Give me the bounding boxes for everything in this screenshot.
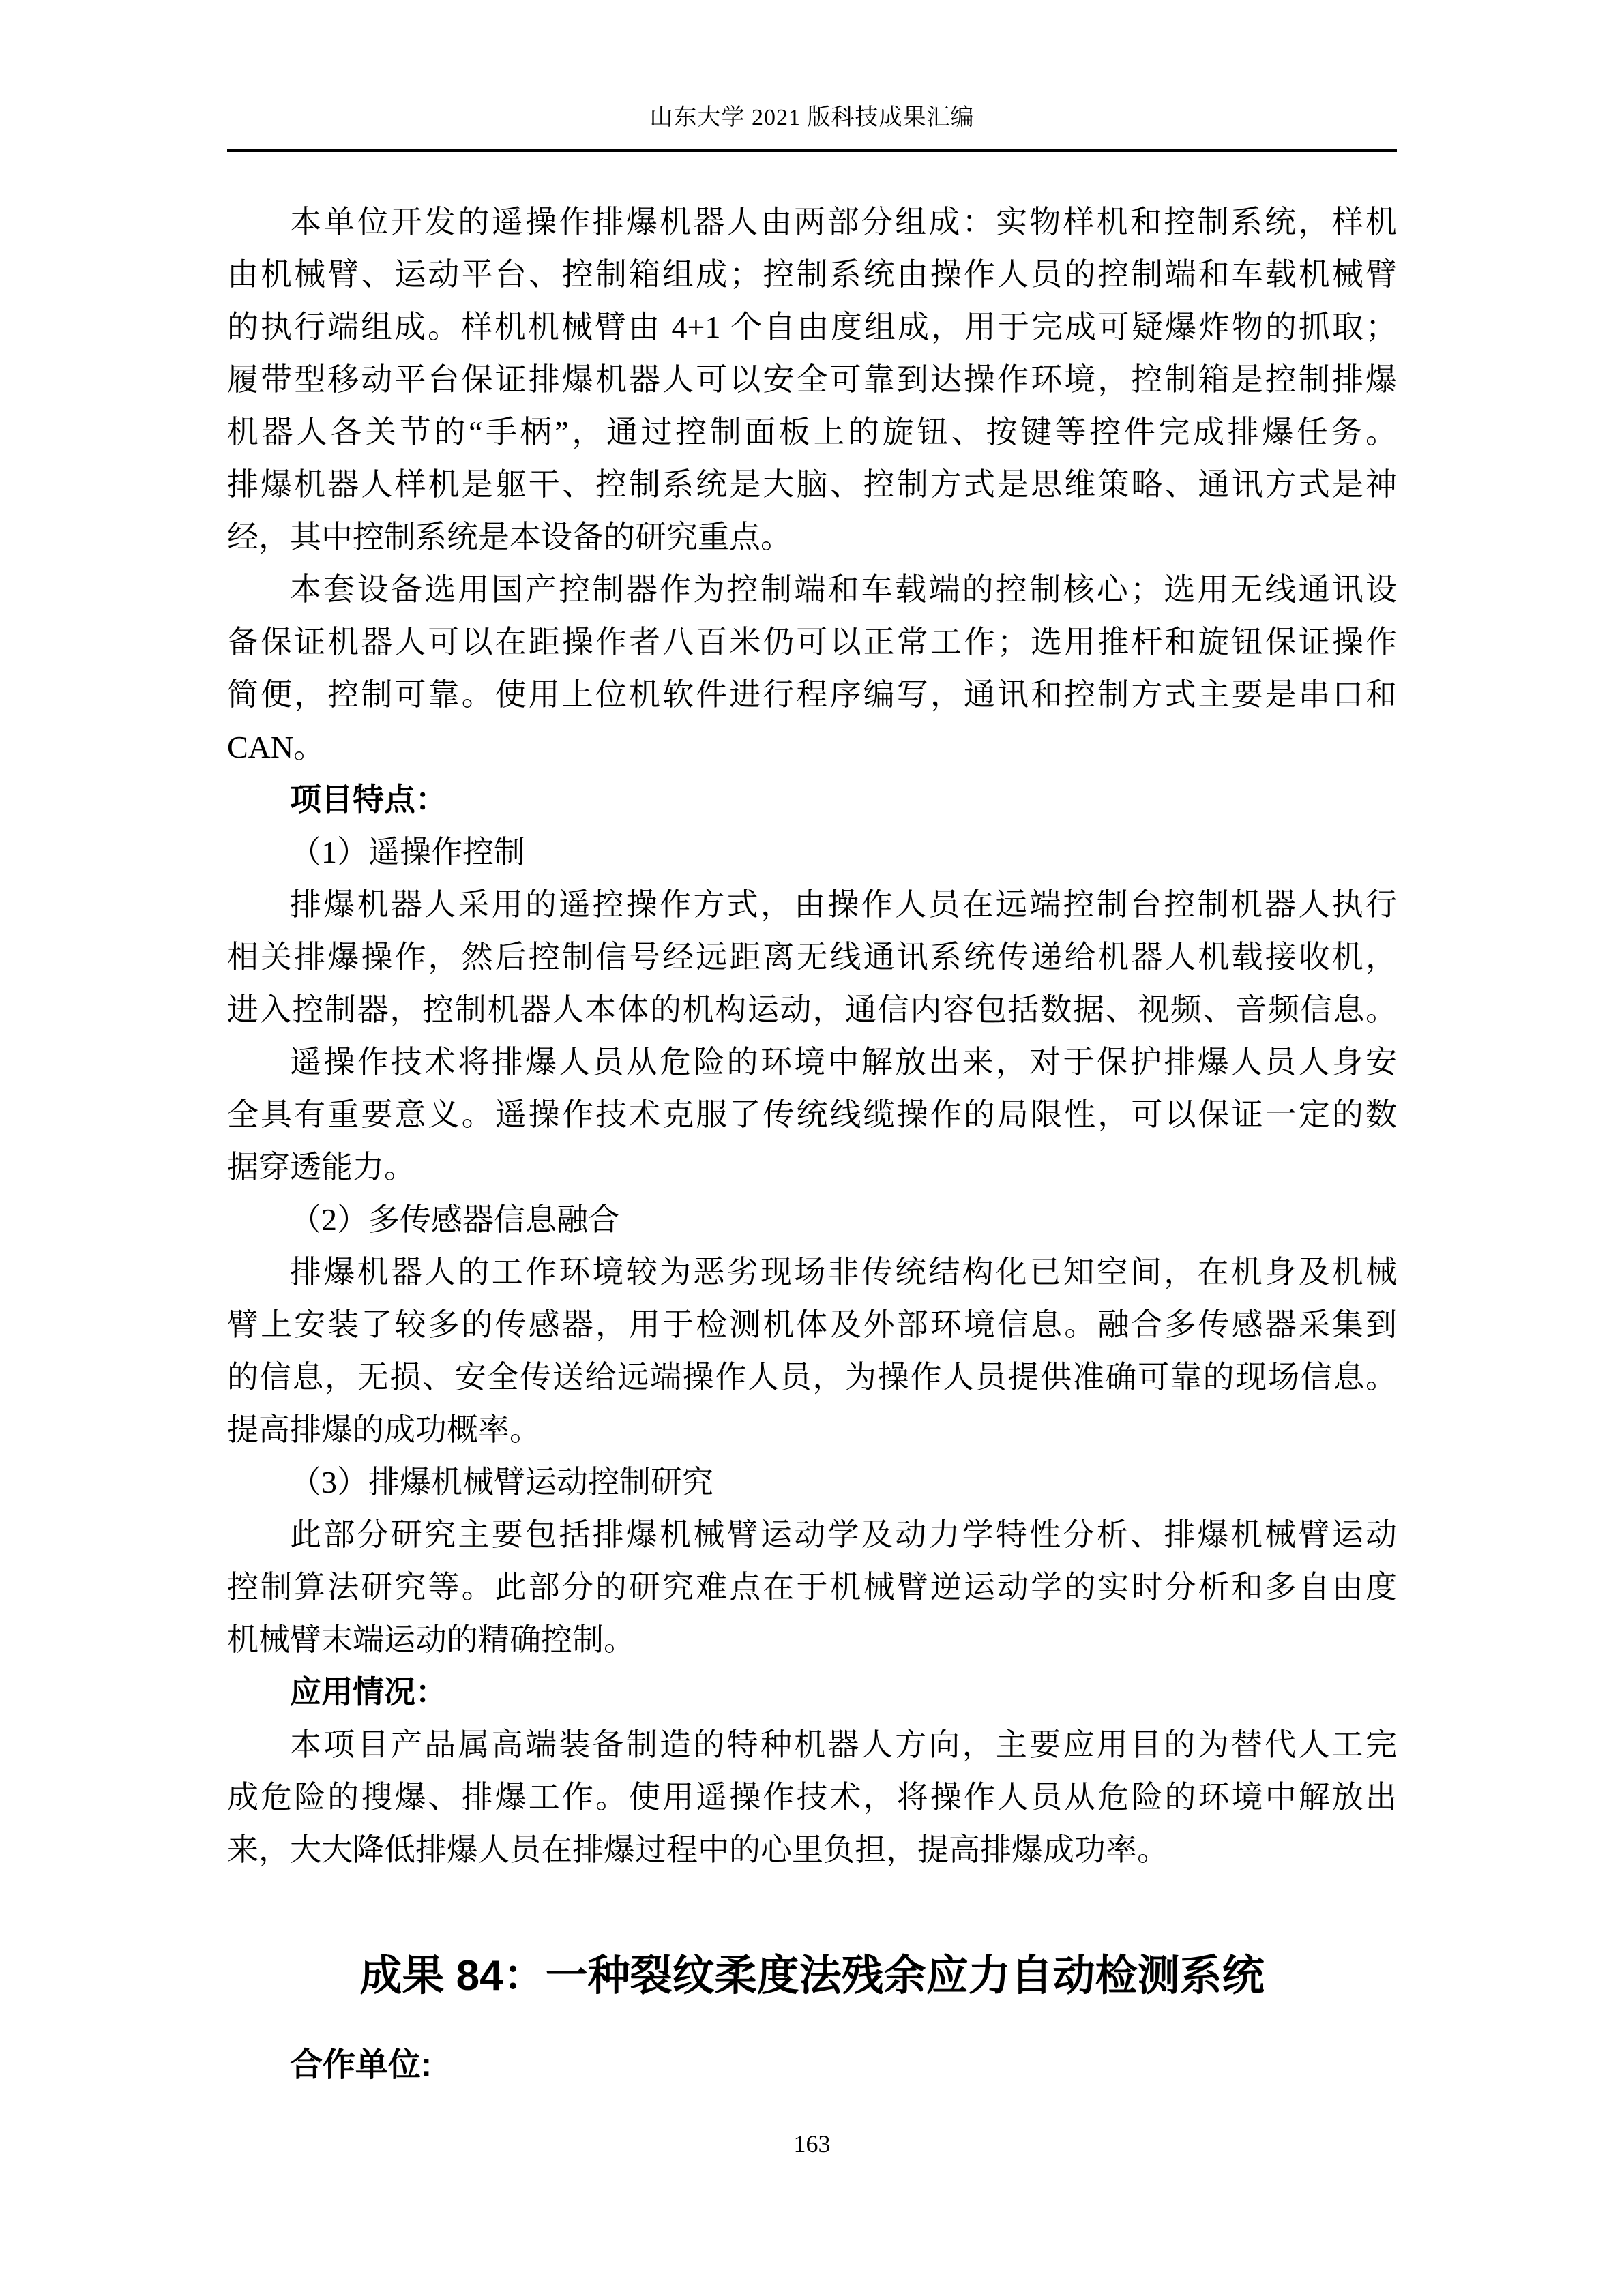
body-text-line: 提高排爆的成功概率。: [227, 1412, 541, 1447]
body-text-line: 履带型移动平台保证排爆机器人可以安全可靠到达操作环境，控制箱是控制排爆: [227, 362, 1397, 397]
cooperation-unit-label: 合作单位:: [290, 2047, 432, 2083]
body-text-line: 的执行端组成。样机机械臂由 4+1 个自由度组成，用于完成可疑爆炸物的抓取；: [227, 310, 1397, 344]
body-text-line: 控制算法研究等。此部分的研究难点在于机械臂逆运动学的实时分析和多自由度: [227, 1570, 1397, 1605]
body-text-line: 成危险的搜爆、排爆工作。使用遥操作技术，将操作人员从危险的环境中解放出: [227, 1780, 1397, 1815]
body-text-line: 的信息，无损、安全传送给远端操作人员，为操作人员提供准确可靠的现场信息。: [227, 1360, 1397, 1395]
body-text-line: 排爆机器人样机是躯干、控制系统是大脑、控制方式是思维策略、通讯方式是神: [227, 467, 1397, 502]
subheading-arm-motion-control: （3）排爆机械臂运动控制研究: [290, 1465, 713, 1500]
subheading-multisensor-fusion: （2）多传感器信息融合: [290, 1202, 619, 1237]
page-header-title: 山东大学 2021 版科技成果汇编: [649, 105, 975, 130]
document-body: [227, 196, 1397, 2089]
body-text-line: 此部分研究主要包括排爆机械臂运动学及动力学特性分析、排爆机械臂运动: [290, 1517, 1397, 1552]
body-text-line: 排爆机器人的工作环境较为恶劣现场非传统结构化已知空间，在机身及机械: [290, 1255, 1397, 1289]
body-text-line: 进入控制器，控制机器人本体的机构运动，通信内容包括数据、视频、音频信息。: [227, 992, 1397, 1027]
header-divider: [227, 149, 1397, 152]
body-text-line: 本单位开发的遥操作排爆机器人由两部分组成：实物样机和控制系统，样机: [290, 205, 1397, 239]
body-text-line: 备保证机器人可以在距操作者八百米仍可以正常工作；选用推杆和旋钮保证操作: [227, 625, 1397, 659]
body-text-line: 据穿透能力。: [227, 1150, 415, 1184]
page-number: 163: [793, 2130, 831, 2158]
body-text-line: 遥操作技术将排爆人员从危险的环境中解放出来，对于保护排爆人员人身安: [290, 1045, 1397, 1079]
body-text-line: 臂上安装了较多的传感器，用于检测机体及外部环境信息。融合多传感器采集到: [227, 1307, 1397, 1342]
result-84-title: 成果 84：一种裂纹柔度法残余应力自动检测系统: [359, 1952, 1265, 1999]
body-text-line: 排爆机器人采用的遥控操作方式，由操作人员在远端控制台控制机器人执行: [290, 887, 1397, 922]
body-text-line: 来，大大降低排爆人员在排爆过程中的心里负担，提高排爆成功率。: [227, 1832, 1168, 1867]
body-text-line: 经，其中控制系统是本设备的研究重点。: [227, 520, 792, 554]
body-text-line: 本套设备选用国产控制器作为控制端和车载端的控制核心；选用无线通讯设: [290, 572, 1397, 607]
body-text-line: 机器人各关节的“手柄”，通过控制面板上的旋钮、按键等控件完成排爆任务。: [227, 415, 1397, 449]
body-text-line: 机械臂末端运动的精确控制。: [227, 1622, 635, 1657]
body-text-line: CAN。: [227, 730, 325, 764]
body-text-line: 相关排爆操作，然后控制信号经远距离无线通讯系统传递给机器人机载接收机，: [227, 940, 1397, 974]
section-heading-project-features: 项目特点：: [290, 781, 447, 817]
body-text-line: 本项目产品属高端装备制造的特种机器人方向，主要应用目的为替代人工完: [290, 1727, 1397, 1762]
body-text-line: 简便，控制可靠。使用上位机软件进行程序编写，通讯和控制方式主要是串口和: [227, 677, 1397, 712]
section-heading-application: 应用情况：: [290, 1674, 447, 1710]
body-text-line: 由机械臂、运动平台、控制箱组成；控制系统由操作人员的控制端和车载机械臂: [227, 257, 1397, 292]
subheading-teleoperation-control: （1）遥操作控制: [290, 835, 525, 869]
body-text-line: 全具有重要意义。遥操作技术克服了传统线缆操作的局限性，可以保证一定的数: [227, 1097, 1397, 1132]
